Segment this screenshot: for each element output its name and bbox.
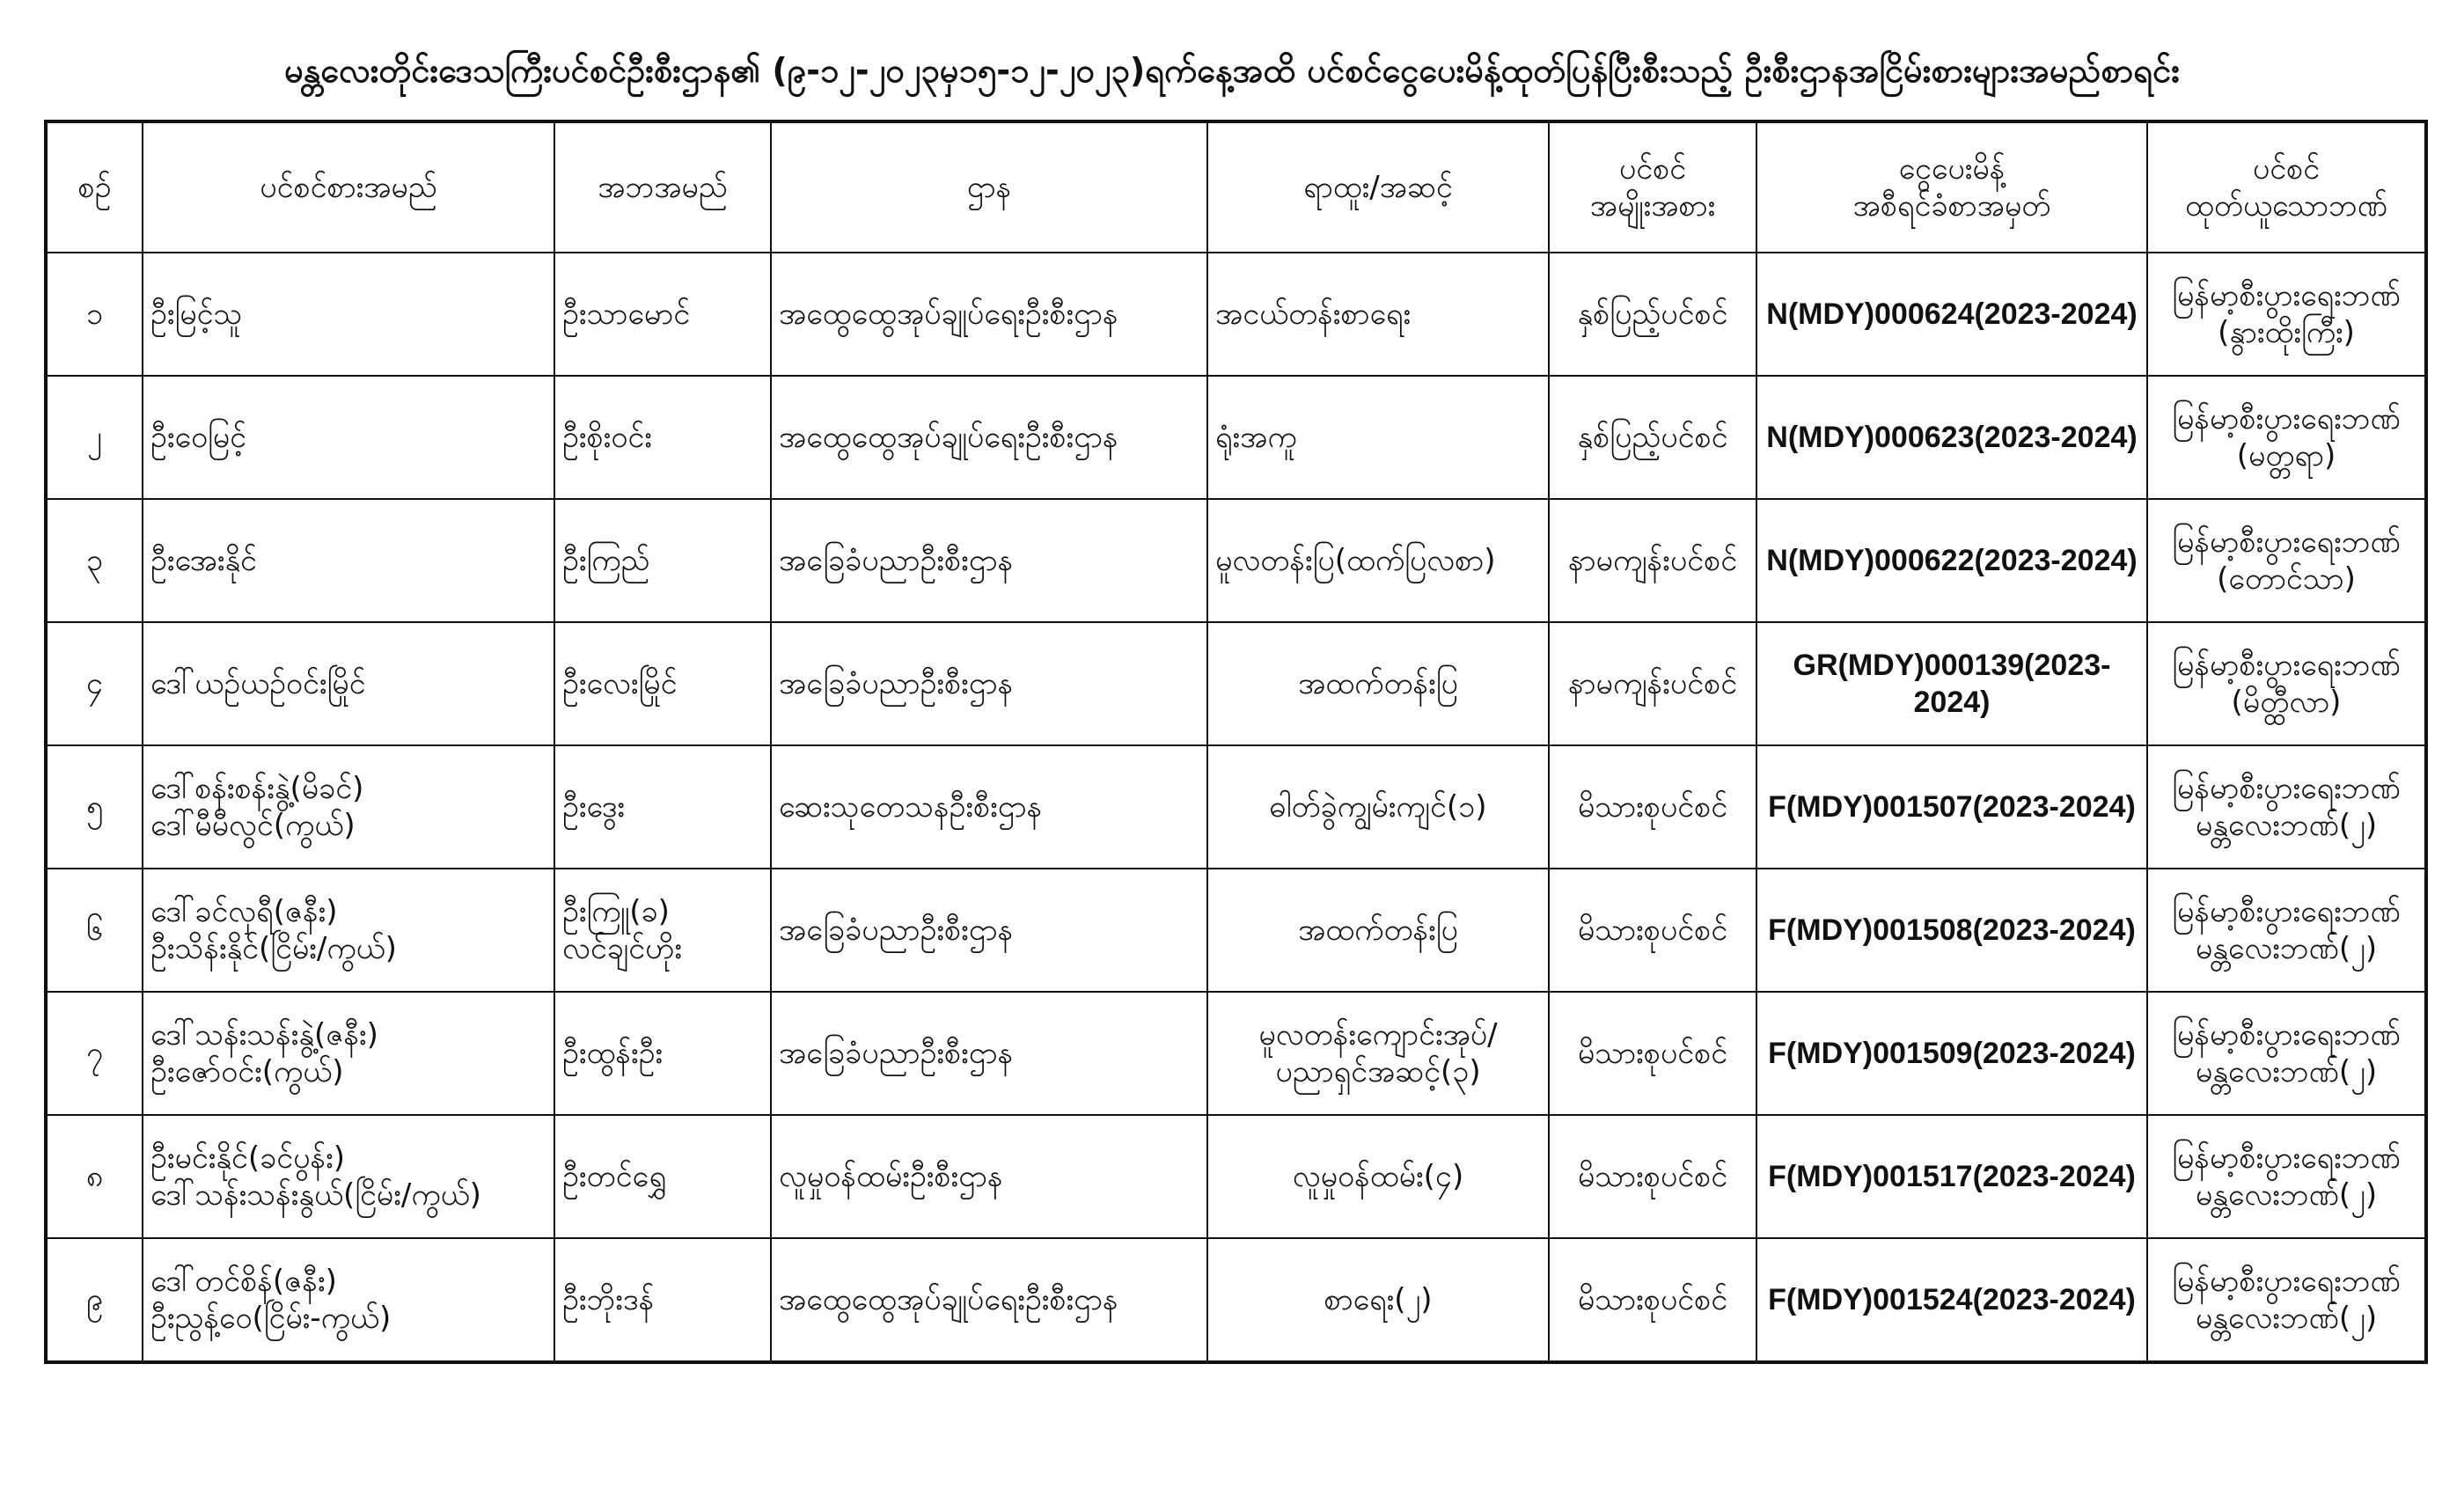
cell-pension-type: မိသားစုပင်စင် — [1549, 869, 1756, 992]
cell-pension-type: မိသားစုပင်စင် — [1549, 745, 1756, 869]
cell-report-number: N(MDY)000624(2023-2024) — [1756, 253, 2147, 376]
cell-pension-type: နာမကျန်းပင်စင် — [1549, 499, 1756, 622]
cell-father-name: ဦးလေးမြိုင် — [554, 622, 771, 745]
header-serial: စဉ် — [46, 121, 143, 253]
cell-position: စာရေး(၂) — [1207, 1238, 1549, 1362]
cell-bank: မြန်မာ့စီးပွားရေးဘဏ် မန္တလေးဘဏ်(၂) — [2147, 869, 2426, 992]
cell-report-number: F(MDY)001509(2023-2024) — [1756, 992, 2147, 1115]
table-row — [46, 1238, 2426, 1362]
header-pension-type: ပင်စင် အမျိုးအစား — [1549, 121, 1756, 253]
cell-father-name: ဦးစိုးဝင်း — [554, 376, 771, 499]
cell-report-number: F(MDY)001517(2023-2024) — [1756, 1115, 2147, 1238]
cell-father-name: ဦးသာမောင် — [554, 253, 771, 376]
cell-pensioner-name: ဦးအေးနိုင် — [143, 499, 554, 622]
cell-report-number: F(MDY)001524(2023-2024) — [1756, 1238, 2147, 1362]
cell-serial: ၂ — [46, 376, 143, 499]
cell-bank: မြန်မာ့စီးပွားရေးဘဏ် မန္တလေးဘဏ်(၂) — [2147, 1115, 2426, 1238]
cell-serial: ၉ — [46, 1238, 143, 1362]
cell-serial: ၆ — [46, 869, 143, 992]
cell-pension-type: နှစ်ပြည့်ပင်စင် — [1549, 253, 1756, 376]
cell-department: အခြေခံပညာဦးစီးဌာန — [771, 869, 1207, 992]
table-row — [46, 622, 2426, 745]
cell-pensioner-name: ဒေါ်တင်စိန်(ဇနီး) ဦးညွန့်ဝေ(ငြိမ်း-ကွယ်) — [143, 1238, 554, 1362]
cell-pension-type: မိသားစုပင်စင် — [1549, 1238, 1756, 1362]
cell-pension-type: မိသားစုပင်စင် — [1549, 992, 1756, 1115]
cell-position: အထက်တန်းပြ — [1207, 622, 1549, 745]
cell-department: ဆေးသုတေသနဦးစီးဌာန — [771, 745, 1207, 869]
cell-pensioner-name: ဒေါ်သန်းသန်းနွဲ့(ဇနီး) ဦးဇော်ဝင်း(ကွယ်) — [143, 992, 554, 1115]
cell-position: မူလတန်းပြ(ထက်ပြလစာ) — [1207, 499, 1549, 622]
document-title: မန္တလေးတိုင်းဒေသကြီးပင်စင်ဦးစီးဌာန၏ (၉-၁၂-၂၀၂၃မှ၁၅-၁၂-၂၀၂၃)ရက်နေ့အထိ ပင်စင်ငွေပေးမိန့်ထုတ်ပြန်ပြီးစီးသည့် ဦးစီးဌာနအငြိမ်းစားများအမည်စာရင်း — [284, 51, 2180, 90]
cell-department: အခြေခံပညာဦးစီးဌာန — [771, 499, 1207, 622]
cell-bank: မြန်မာ့စီးပွားရေးဘဏ် မန္တလေးဘဏ်(၂) — [2147, 745, 2426, 869]
cell-serial: ၃ — [46, 499, 143, 622]
pensioner-table — [44, 120, 2428, 1364]
cell-pension-type: နှစ်ပြည့်ပင်စင် — [1549, 376, 1756, 499]
cell-position: လူမှုဝန်ထမ်း(၄) — [1207, 1115, 1549, 1238]
cell-pensioner-name: ဒေါ်စန်းစန်းနွဲ့(မိခင်) ဒေါ်မီမီလွင်(ကွယ်) — [143, 745, 554, 869]
cell-department: အထွေထွေအုပ်ချုပ်ရေးဦးစီးဌာန — [771, 253, 1207, 376]
cell-pensioner-name: ဒေါ်ယဉ်ယဉ်ဝင်းမြိုင် — [143, 622, 554, 745]
cell-serial: ၄ — [46, 622, 143, 745]
cell-report-number: GR(MDY)000139(2023-2024) — [1756, 622, 2147, 745]
cell-position: ဓါတ်ခွဲကျွမ်းကျင်(၁) — [1207, 745, 1549, 869]
table-row — [46, 499, 2426, 622]
cell-bank: မြန်မာ့စီးပွားရေးဘဏ် (မတ္တရာ) — [2147, 376, 2426, 499]
cell-pensioner-name: ဦးမင်းနိုင်(ခင်ပွန်း) ဒေါ်သန်းသန်းနွယ်(ငြိမ်း/ကွယ်) — [143, 1115, 554, 1238]
cell-report-number: F(MDY)001507(2023-2024) — [1756, 745, 2147, 869]
header-pensioner-name: ပင်စင်စားအမည် — [143, 121, 554, 253]
cell-bank: မြန်မာ့စီးပွားရေးဘဏ် (တောင်သာ) — [2147, 499, 2426, 622]
cell-department: အထွေထွေအုပ်ချုပ်ရေးဦးစီးဌာန — [771, 376, 1207, 499]
cell-report-number: F(MDY)001508(2023-2024) — [1756, 869, 2147, 992]
cell-father-name: ဦးကြည် — [554, 499, 771, 622]
header-father-name: အဘအမည် — [554, 121, 771, 253]
cell-serial: ၁ — [46, 253, 143, 376]
table-row — [46, 745, 2426, 869]
cell-pensioner-name: ဒေါ်ခင်လှရီ(ဇနီး) ဦးသိန်းနိုင်(ငြိမ်း/ကွယ်) — [143, 869, 554, 992]
cell-report-number: N(MDY)000622(2023-2024) — [1756, 499, 2147, 622]
cell-serial: ၅ — [46, 745, 143, 869]
cell-position: ရုံးအကူ — [1207, 376, 1549, 499]
cell-bank: မြန်မာ့စီးပွားရေးဘဏ် မန္တလေးဘဏ်(၂) — [2147, 992, 2426, 1115]
table-row — [46, 992, 2426, 1115]
cell-father-name: ဦးဘိုးဒန် — [554, 1238, 771, 1362]
table-row — [46, 376, 2426, 499]
cell-pensioner-name: ဦးမြင့်သူ — [143, 253, 554, 376]
header-report-number: ငွေပေးမိန့် အစီရင်ခံစာအမှတ် — [1756, 121, 2147, 253]
cell-father-name: ဦးကြူ(ခ) လင်ချင်ဟိုး — [554, 869, 771, 992]
table-header-row — [46, 121, 2426, 253]
cell-department: အခြေခံပညာဦးစီးဌာန — [771, 992, 1207, 1115]
table-row — [46, 869, 2426, 992]
table-row — [46, 1115, 2426, 1238]
header-position: ရာထူး/အဆင့် — [1207, 121, 1549, 253]
cell-position: အထက်တန်းပြ — [1207, 869, 1549, 992]
cell-pension-type: မိသားစုပင်စင် — [1549, 1115, 1756, 1238]
cell-pension-type: နာမကျန်းပင်စင် — [1549, 622, 1756, 745]
cell-bank: မြန်မာ့စီးပွားရေးဘဏ် (မိတ္ထီလာ) — [2147, 622, 2426, 745]
cell-father-name: ဦးတင်ရွှေ — [554, 1115, 771, 1238]
cell-serial: ၈ — [46, 1115, 143, 1238]
cell-bank: မြန်မာ့စီးပွားရေးဘဏ် (နွားထိုးကြီး) — [2147, 253, 2426, 376]
cell-serial: ၇ — [46, 992, 143, 1115]
cell-bank: မြန်မာ့စီးပွားရေးဘဏ် မန္တလေးဘဏ်(၂) — [2147, 1238, 2426, 1362]
header-bank: ပင်စင် ထုတ်ယူသောဘဏ် — [2147, 121, 2426, 253]
cell-father-name: ဦးဒွေး — [554, 745, 771, 869]
cell-father-name: ဦးထွန်းဦး — [554, 992, 771, 1115]
cell-position: မူလတန်းကျောင်းအုပ်/ ပညာရှင်အဆင့်(၃) — [1207, 992, 1549, 1115]
header-department: ဌာန — [771, 121, 1207, 253]
table-row — [46, 253, 2426, 376]
cell-department: အခြေခံပညာဦးစီးဌာန — [771, 622, 1207, 745]
cell-report-number: N(MDY)000623(2023-2024) — [1756, 376, 2147, 499]
cell-pensioner-name: ဦးဝေမြင့် — [143, 376, 554, 499]
cell-department: အထွေထွေအုပ်ချုပ်ရေးဦးစီးဌာန — [771, 1238, 1207, 1362]
cell-position: အငယ်တန်းစာရေး — [1207, 253, 1549, 376]
cell-department: လူမှုဝန်ထမ်းဦးစီးဌာန — [771, 1115, 1207, 1238]
